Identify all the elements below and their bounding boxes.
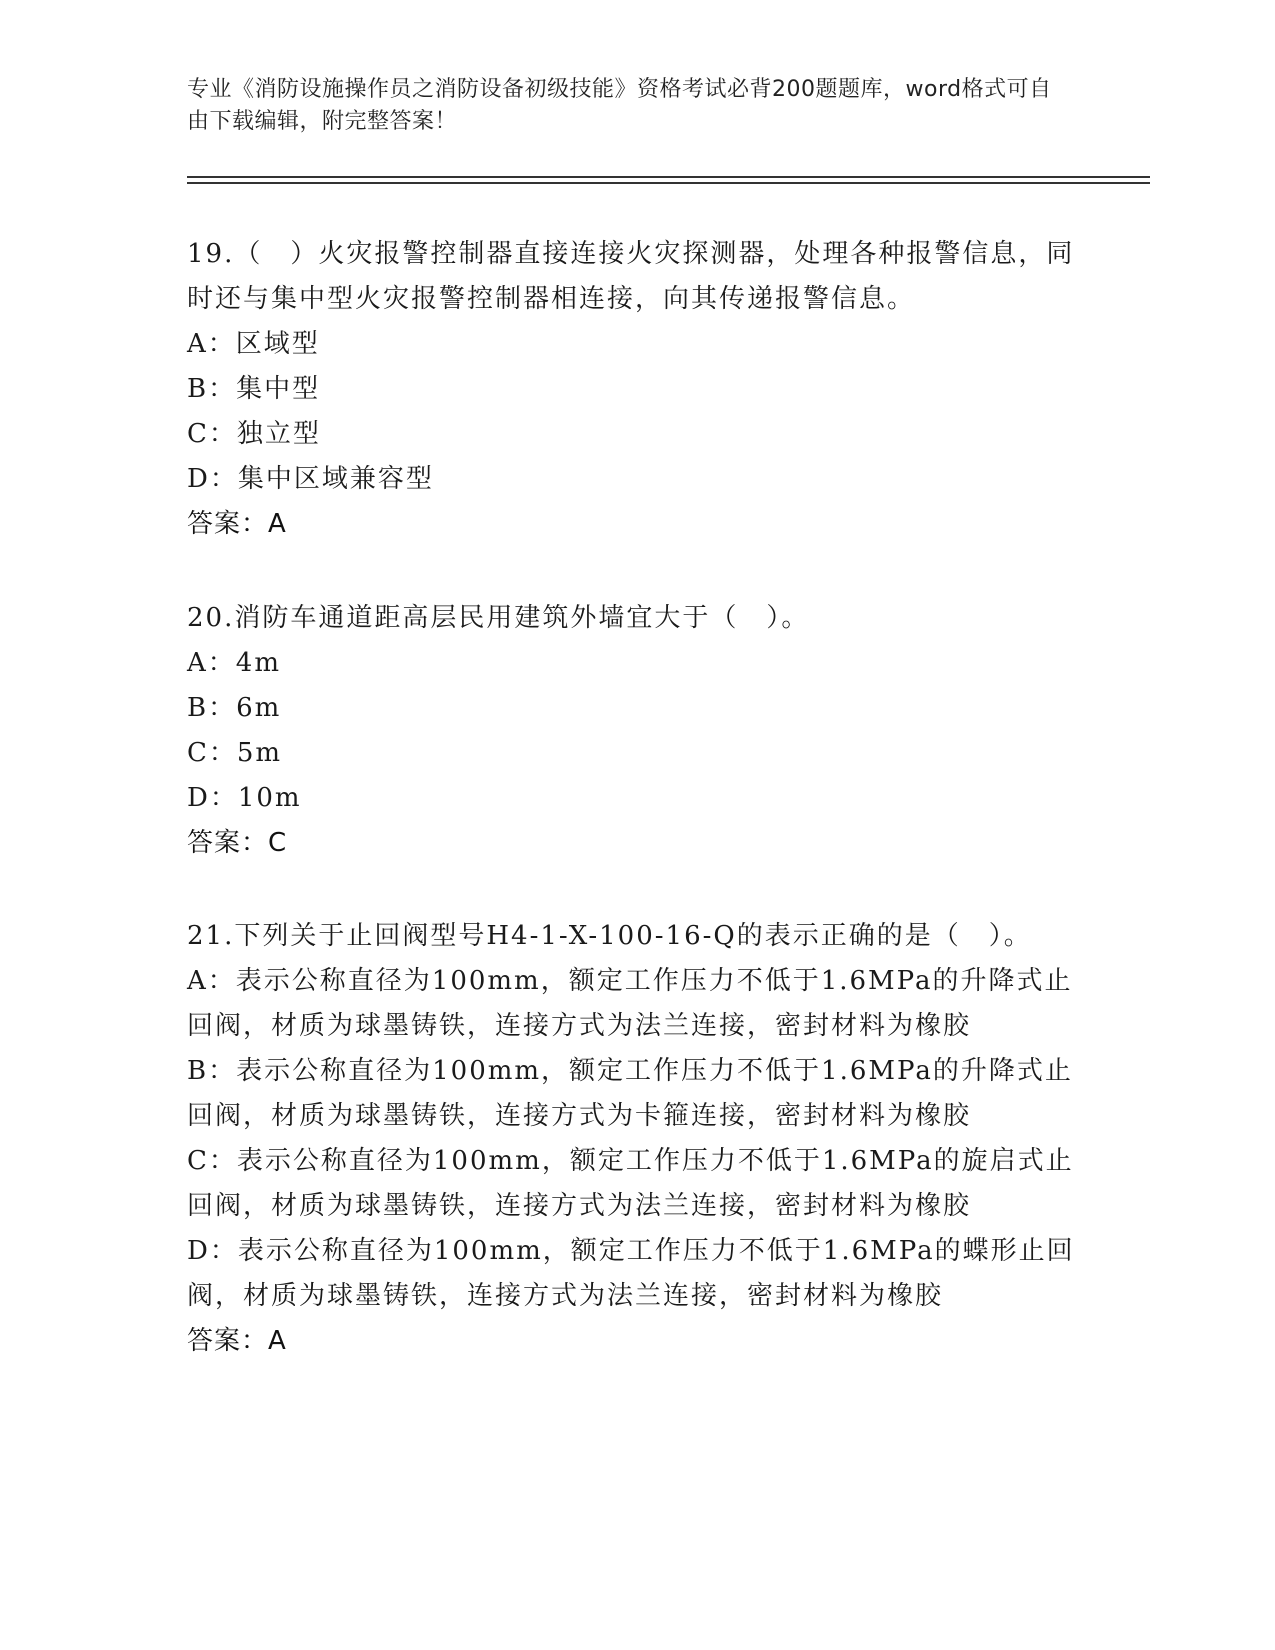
question-stem: 21.下列关于止回阀型号H4-1-X-100-16-Q的表示正确的是（ ）。 bbox=[187, 921, 1032, 951]
option-c: C：5m bbox=[187, 738, 283, 768]
option-b: B：6m bbox=[187, 693, 282, 723]
option-b: B：表示公称直径为100mm，额定工作压力不低于1.6MPa的升降式止回阀，材质为球墨铸铁，连接方式为卡箍连接，密封材料为橡胶 bbox=[187, 1056, 1073, 1131]
answer: 答案：C bbox=[187, 828, 288, 858]
header-divider-top bbox=[187, 176, 1150, 178]
question-19 bbox=[187, 232, 1092, 547]
option-c: C：表示公称直径为100mm，额定工作压力不低于1.6MPa的旋启式止回阀，材质为球墨铸铁，连接方式为法兰连接，密封材料为橡胶 bbox=[187, 1146, 1074, 1221]
option-c: C：独立型 bbox=[187, 419, 321, 449]
question-20 bbox=[187, 596, 1092, 866]
question-21 bbox=[187, 914, 1092, 1364]
option-a: A：区域型 bbox=[187, 329, 320, 359]
option-a: A：表示公称直径为100mm，额定工作压力不低于1.6MPa的升降式止回阀，材质为球墨铸铁，连接方式为法兰连接，密封材料为橡胶 bbox=[187, 966, 1073, 1041]
answer: 答案：A bbox=[187, 509, 287, 539]
question-stem: 19.（ ）火灾报警控制器直接连接火灾探测器，处理各种报警信息，同时还与集中型火灾报警控制器相连接，向其传递报警信息。 bbox=[187, 239, 1075, 314]
question-stem: 20.消防车通道距高层民用建筑外墙宜大于（ ）。 bbox=[187, 603, 810, 633]
option-d: D：10m bbox=[187, 783, 302, 813]
answer: 答案：A bbox=[187, 1326, 287, 1356]
option-d: D：表示公称直径为100mm，额定工作压力不低于1.6MPa的蝶形止回阀，材质为球墨铸铁，连接方式为法兰连接，密封材料为橡胶 bbox=[187, 1236, 1075, 1311]
document-header: 专业《消防设施操作员之消防设备初级技能》资格考试必背200题题库，word格式可自由下载编辑，附完整答案！ bbox=[187, 77, 1052, 134]
option-d: D：集中区域兼容型 bbox=[187, 464, 434, 494]
option-b: B：集中型 bbox=[187, 374, 321, 404]
option-a: A：4m bbox=[187, 648, 281, 678]
header-divider-bottom bbox=[187, 182, 1150, 184]
